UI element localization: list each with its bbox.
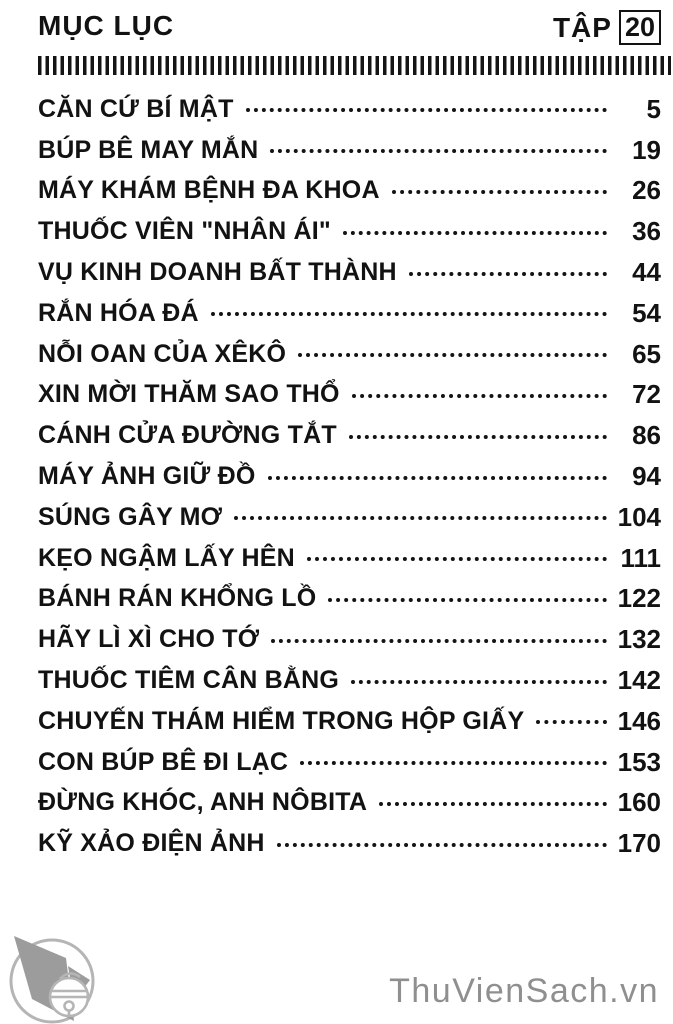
entry-title: THUỐC VIÊN "NHÂN ÁI" xyxy=(38,217,331,246)
toc-entry-row xyxy=(38,89,661,130)
volume-label: TẬP xyxy=(552,11,612,43)
volume-number-badge: 20 xyxy=(619,10,661,45)
entry-title: CÁNH CỬA ĐƯỜNG TẮT xyxy=(38,421,337,450)
toc-entry-row xyxy=(38,742,661,783)
dotted-leader xyxy=(246,108,607,112)
toc-entry-row xyxy=(38,293,661,334)
dotted-leader xyxy=(392,190,607,194)
dotted-leader xyxy=(298,353,607,357)
toc-entry-row xyxy=(38,211,661,252)
toc-entry-row xyxy=(38,375,661,416)
toc-entry-row xyxy=(38,701,661,742)
entry-page-number: 132 xyxy=(617,624,661,655)
entry-title: THUỐC TIÊM CÂN BẰNG xyxy=(38,666,340,695)
dotted-leader xyxy=(536,720,607,724)
entry-title: CĂN CỨ BÍ MẬT xyxy=(38,94,234,123)
entry-page-number: 36 xyxy=(632,216,661,247)
dotted-leader xyxy=(270,149,607,153)
entry-title: RẮN HÓA ĐÁ xyxy=(38,298,199,327)
entry-page-number: 146 xyxy=(617,705,661,736)
dotted-leader xyxy=(352,394,607,398)
toc-entry-row xyxy=(38,660,661,701)
toc-entry-row xyxy=(38,334,661,375)
page-title: MỤC LỤC xyxy=(38,10,175,41)
entry-title: KẸO NGẬM LẤY HÊN xyxy=(38,543,295,572)
entry-title: MÁY ẢNH GIỮ ĐỒ xyxy=(38,462,256,491)
dotted-leader xyxy=(300,761,607,765)
watermark-text: ThuVienSach.vn xyxy=(389,972,659,1010)
entry-page-number: 26 xyxy=(632,175,661,206)
dotted-leader xyxy=(307,557,607,561)
entry-page-number: 170 xyxy=(617,828,661,859)
dotted-leader xyxy=(379,802,607,806)
entry-title: XIN MỜI THĂM SAO THỔ xyxy=(38,380,340,409)
toc-entry-row xyxy=(38,130,661,171)
toc-entry-row xyxy=(38,252,661,293)
entry-page-number: 65 xyxy=(632,338,661,369)
dotted-leader xyxy=(277,843,607,847)
entry-title: BÁNH RÁN KHỔNG LỒ xyxy=(38,584,317,613)
volume-indicator xyxy=(553,10,661,45)
toc-entry-row xyxy=(38,171,661,212)
toc-entry-row xyxy=(38,497,661,538)
dotted-leader xyxy=(409,272,607,276)
entry-title: MÁY KHÁM BỆNH ĐA KHOA xyxy=(38,176,380,205)
entry-title: ĐỪNG KHÓC, ANH NÔBITA xyxy=(38,788,368,817)
entry-page-number: 104 xyxy=(617,501,661,532)
entry-page-number: 122 xyxy=(617,583,661,614)
striped-divider xyxy=(38,56,671,75)
entry-page-number: 19 xyxy=(632,134,661,165)
toc-entry-row xyxy=(38,579,661,620)
entry-page-number: 153 xyxy=(617,746,661,777)
toc-entry-row xyxy=(38,619,661,660)
entry-title: SÚNG GÂY MƠ xyxy=(38,502,223,531)
page-header xyxy=(38,8,661,45)
toc-entry-row xyxy=(38,415,661,456)
entry-page-number: 111 xyxy=(620,542,661,573)
dotted-leader xyxy=(343,231,607,235)
toc-entry-row xyxy=(38,783,661,824)
entry-page-number: 86 xyxy=(632,420,661,451)
entry-title: BÚP BÊ MAY MẮN xyxy=(38,135,259,164)
toc-entry-row xyxy=(38,823,661,864)
dotted-leader xyxy=(271,639,607,643)
entry-page-number: 54 xyxy=(632,297,661,328)
dotted-leader xyxy=(211,312,607,316)
logo-graphic xyxy=(2,933,114,1024)
entry-page-number: 44 xyxy=(632,257,661,288)
toc-list xyxy=(38,89,661,864)
entry-title: CON BÚP BÊ ĐI LẠC xyxy=(38,747,289,776)
entry-title: HÃY LÌ XÌ CHO TỚ xyxy=(38,625,260,654)
dotted-leader xyxy=(349,435,607,439)
entry-page-number: 72 xyxy=(632,379,661,410)
entry-page-number: 5 xyxy=(646,93,661,124)
entry-title: CHUYẾN THÁM HIỂM TRONG HỘP GIẤY xyxy=(38,706,525,735)
entry-title: NỖI OAN CỦA XÊKÔ xyxy=(38,339,287,368)
thuviensach-logo xyxy=(2,933,114,1024)
dotted-leader xyxy=(268,476,607,480)
toc-entry-row xyxy=(38,456,661,497)
entry-title: VỤ KINH DOANH BẤT THÀNH xyxy=(38,258,397,287)
entry-title: KỸ XẢO ĐIỆN ẢNH xyxy=(38,829,265,858)
entry-page-number: 160 xyxy=(617,787,661,818)
dotted-leader xyxy=(328,598,607,602)
entry-page-number: 94 xyxy=(632,461,661,492)
entry-page-number: 142 xyxy=(617,665,661,696)
dotted-leader xyxy=(234,516,607,520)
toc-entry-row xyxy=(38,538,661,579)
dotted-leader xyxy=(351,680,607,684)
